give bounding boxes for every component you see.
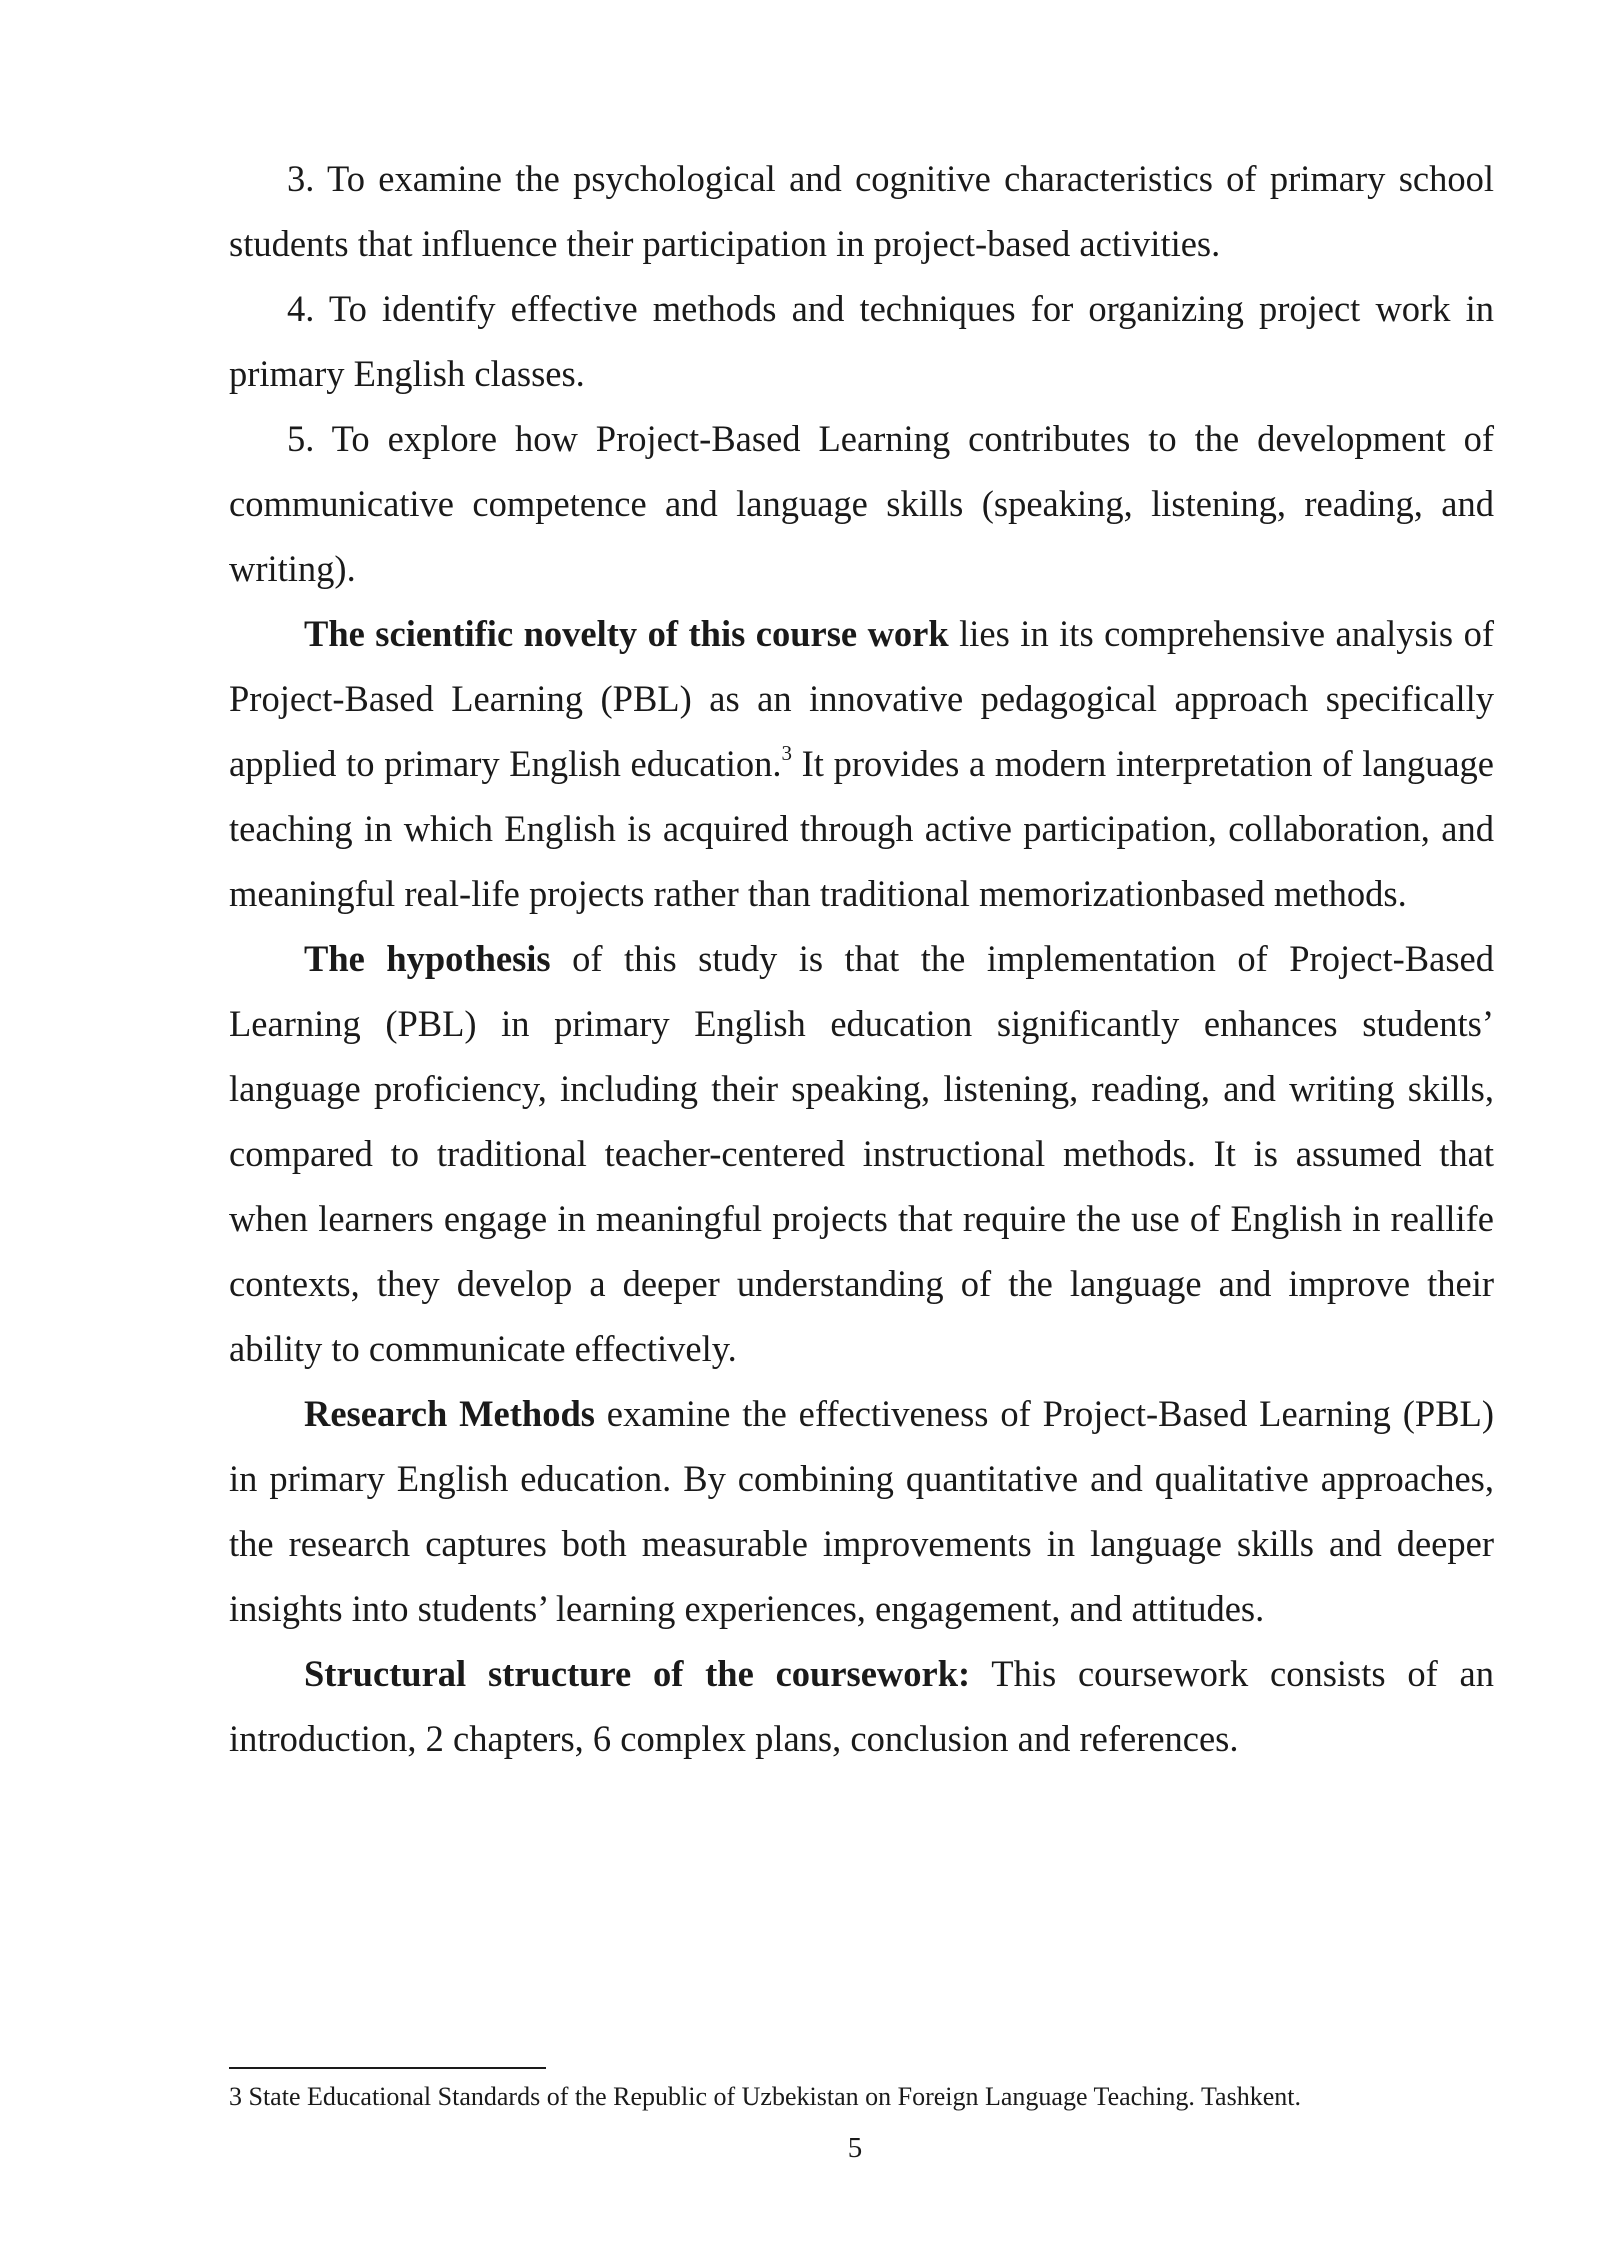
methods-text: examine the effectiveness of Project-Based Learning (PBL) in primary English education. By combining quantitative and qualitative approaches, the research captures both measurable improvements in language skills and deeper insights into students’ learning experiences, engagement, and attitudes. <box>229 1393 1494 1629</box>
objective-item-3: 3. To examine the psychological and cognitive characteristics of primary school students that influence their participation in project-based activities. <box>229 158 1494 264</box>
hypothesis-text: of this study is that the implementation of Project-Based Learning (PBL) in primary English education significantly enhances students’ language proficiency, including their speaking, listening, reading, and writing skills, compared to traditional teacher-centered instructional methods. It is assumed that when learners engage in meaningful projects that require the use of English in reallife contexts, they develop a deeper understanding of the language and improve their ability to communicate effectively. <box>229 938 1494 1369</box>
structure-paragraph <box>229 1641 1494 1771</box>
structure-text: This coursework consists of an introduction, 2 chapters, 6 complex plans, conclusion and references. <box>229 1653 1494 1759</box>
objective-item-4: 4. To identify effective methods and techniques for organizing project work in primary English classes. <box>229 288 1494 394</box>
objective-item-5: 5. To explore how Project-Based Learning contributes to the development of communicative competence and language skills (speaking, listening, reading, and writing). <box>229 418 1494 589</box>
page-body <box>229 146 1494 1771</box>
structure-heading: Structural structure of the coursework: <box>304 1653 971 1694</box>
novelty-text-continued: It provides a modern interpretation of language teaching in which English is acquired through active participation, collaboration, and meaningful real-life projects rather than traditional memorizationbased methods. <box>229 743 1494 914</box>
methods-paragraph <box>229 1381 1494 1641</box>
novelty-paragraph <box>229 601 1494 926</box>
hypothesis-paragraph <box>229 926 1494 1381</box>
novelty-heading: The scientific novelty of this course work <box>304 613 949 654</box>
methods-heading: Research Methods <box>304 1393 595 1434</box>
footnote-text: 3 State Educational Standards of the Republic of Uzbekistan on Foreign Language Teaching. Tashkent. <box>229 2082 1301 2111</box>
footnote-reference[interactable]: 3 <box>781 741 792 765</box>
page-number: 5 <box>847 2132 863 2164</box>
footnote-separator <box>229 2067 546 2069</box>
hypothesis-heading: The hypothesis <box>304 938 551 979</box>
novelty-text: lies in its comprehensive analysis of Project-Based Learning (PBL) as an innovative pedagogical approach specifically applied to primary English education. <box>229 613 1494 784</box>
